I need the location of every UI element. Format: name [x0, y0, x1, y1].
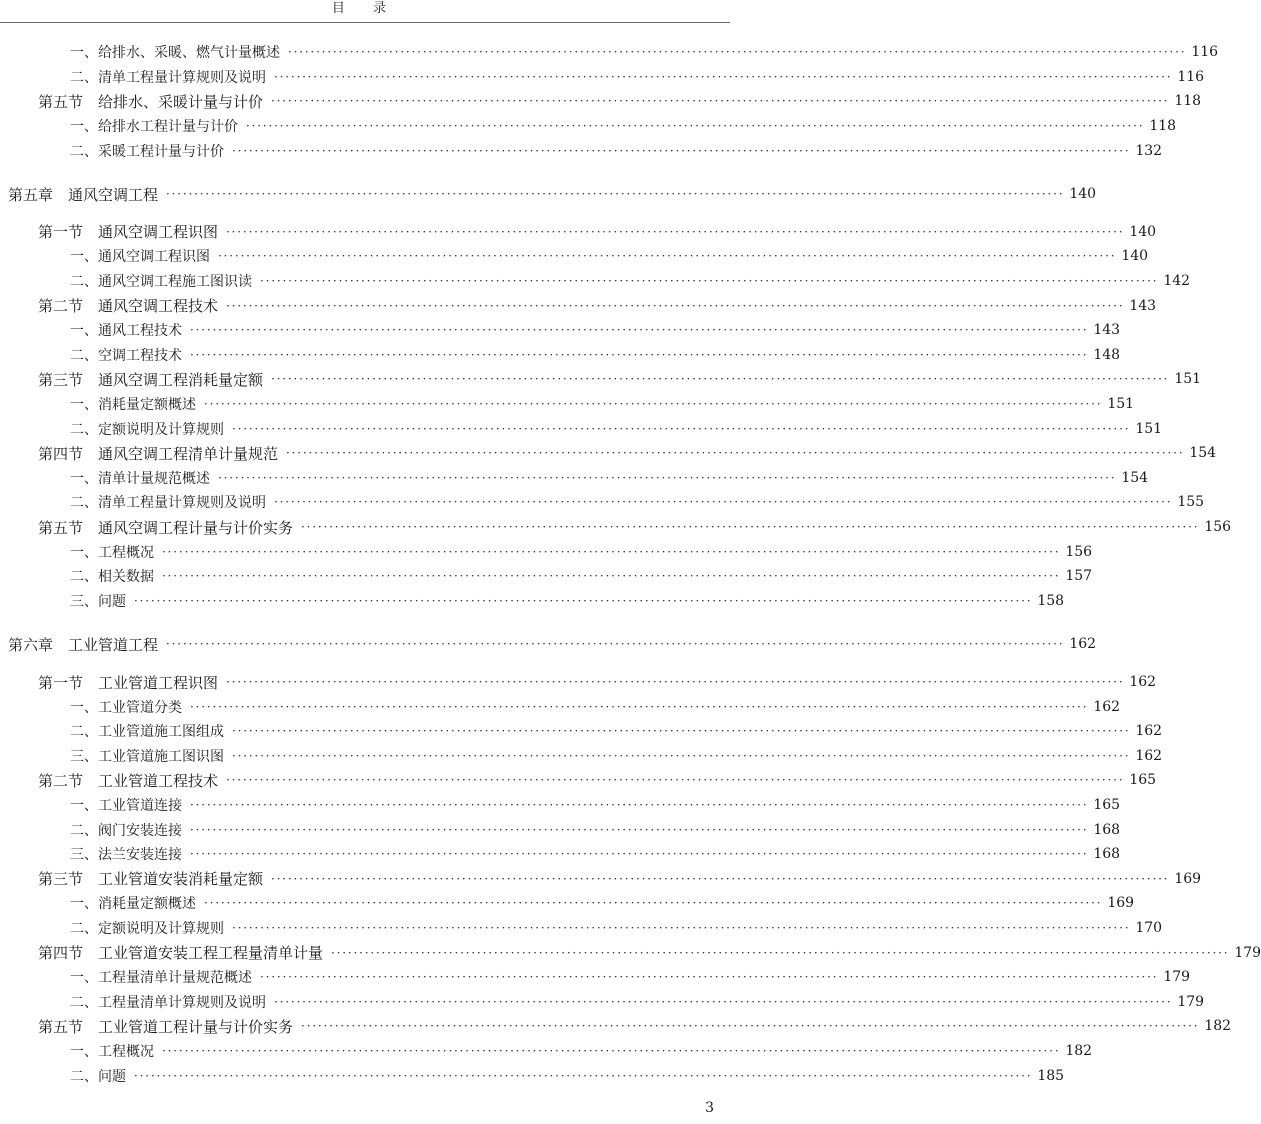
toc-entry-page: 169	[1174, 870, 1202, 887]
toc-entry-page: 157	[1065, 568, 1093, 585]
toc-entry-page: 132	[1135, 142, 1163, 159]
dot-leader: ································································································································································	[162, 544, 1061, 559]
toc-entry-item[interactable]	[70, 842, 1121, 867]
toc-entry-title: 二、工程量清单计算规则及说明	[70, 994, 266, 1011]
toc-entry-section[interactable]	[38, 940, 1261, 965]
toc-entry-item[interactable]	[70, 343, 1121, 368]
toc-entry-title: 一、通风空调工程识图	[70, 249, 210, 266]
toc-entry-page: 158	[1037, 592, 1065, 609]
dot-leader: ································································································································································	[134, 1068, 1033, 1083]
toc-entry-title: 二、清单工程量计算规则及说明	[70, 69, 266, 86]
toc-entry-page: 118	[1149, 118, 1177, 135]
toc-entry-title: 一、消耗量定额概述	[70, 896, 196, 913]
dot-leader: ································································································································································	[190, 347, 1089, 362]
running-header: 目 录	[0, 0, 730, 23]
dot-leader: ································································································································································	[134, 593, 1033, 608]
toc-entry-section[interactable]	[38, 670, 1157, 695]
dot-leader: ································································································································································	[260, 274, 1159, 289]
toc-entry-page: 165	[1093, 797, 1121, 814]
dot-leader: ································································································································································	[260, 970, 1159, 985]
toc-entry-page: 182	[1065, 1043, 1093, 1060]
dot-leader: ································································································································································	[288, 45, 1187, 60]
toc-entry-item[interactable]	[70, 1039, 1093, 1064]
toc-entry-title: 二、问题	[70, 1068, 126, 1085]
toc-entry-title: 二、工业管道施工图组成	[70, 724, 224, 741]
toc-entry-title: 一、给排水工程计量与计价	[70, 119, 238, 136]
dot-leader: ································································································································································	[226, 675, 1125, 690]
toc-entry-page: 162	[1093, 698, 1121, 715]
toc-entry-item[interactable]	[70, 719, 1163, 744]
toc-entry-page: 170	[1135, 920, 1163, 937]
toc-entry-title: 第五节 通风空调工程计量与计价实务	[38, 518, 294, 537]
dot-leader: ································································································································································	[204, 397, 1103, 412]
toc-entry-section[interactable]	[38, 220, 1157, 245]
toc-entry-page: 154	[1121, 469, 1149, 486]
dot-leader: ································································································································································	[271, 94, 1170, 109]
toc-entry-title: 二、通风空调工程施工图识读	[70, 274, 252, 291]
toc-entry-title: 二、定额说明及计算规则	[70, 421, 224, 438]
dot-leader: ································································································································································	[274, 69, 1173, 84]
toc-entry-item[interactable]	[70, 793, 1121, 818]
dot-leader: ································································································································································	[271, 871, 1170, 886]
toc-entry-item[interactable]	[70, 65, 1205, 90]
toc-entry-title: 一、工业管道连接	[70, 798, 182, 815]
toc-entry-title: 一、清单计量规范概述	[70, 470, 210, 487]
dot-leader: ································································································································································	[218, 470, 1117, 485]
toc-entry-section[interactable]	[38, 89, 1202, 114]
dot-leader: ································································································································································	[232, 143, 1131, 158]
toc-entry-page: 185	[1037, 1067, 1065, 1084]
toc-entry-section[interactable]	[38, 367, 1202, 392]
toc-entry-section[interactable]	[38, 1014, 1232, 1039]
toc-entry-title: 三、工业管道施工图识图	[70, 748, 224, 765]
toc-entry-item[interactable]	[70, 891, 1135, 916]
toc-entry-title: 一、消耗量定额概述	[70, 397, 196, 414]
toc-entry-title: 第二节 工业管道工程技术	[38, 771, 219, 790]
toc-entry-title: 二、相关数据	[70, 569, 154, 586]
toc-entry-title: 第五节 给排水、采暖计量与计价	[38, 92, 264, 111]
toc-entry-title: 第五节 工业管道工程计量与计价实务	[38, 1017, 294, 1036]
toc-entry-item[interactable]	[70, 269, 1191, 294]
toc-entry-item[interactable]	[70, 916, 1163, 941]
toc-entry-page: 179	[1177, 993, 1205, 1010]
toc-entry-page: 168	[1093, 821, 1121, 838]
toc-entry-item[interactable]	[70, 114, 1177, 139]
toc-entry-section[interactable]	[38, 768, 1157, 793]
dot-leader: ································································································································································	[218, 249, 1117, 264]
dot-leader: ································································································································································	[301, 520, 1200, 535]
dot-leader: ································································································································································	[232, 724, 1131, 739]
toc-entry-title: 三、问题	[70, 593, 126, 610]
toc-entry-item[interactable]	[70, 965, 1191, 990]
toc-entry-title: 二、采暖工程计量与计价	[70, 143, 224, 160]
dot-leader: ································································································································································	[331, 945, 1230, 960]
toc-entry-page: 116	[1191, 44, 1219, 61]
dot-leader: ································································································································································	[301, 1019, 1200, 1034]
dot-leader: ································································································································································	[232, 748, 1131, 763]
toc-entry-chapter[interactable]	[8, 632, 1097, 657]
toc-entry-section[interactable]	[38, 293, 1157, 318]
toc-entry-page: 140	[1129, 223, 1157, 240]
toc-entry-item[interactable]	[70, 392, 1135, 417]
dot-leader: ································································································································································	[226, 224, 1125, 239]
toc-entry-title: 第一节 工业管道工程识图	[38, 673, 219, 692]
toc-entry-title: 一、给排水、采暖、燃气计量概述	[70, 45, 280, 62]
toc-entry-page: 156	[1065, 543, 1093, 560]
toc-entry-title: 第三节 通风空调工程消耗量定额	[38, 370, 264, 389]
dot-leader: ································································································································································	[162, 1044, 1061, 1059]
dot-leader: ································································································································································	[226, 298, 1125, 313]
toc-entry-item[interactable]	[70, 318, 1121, 343]
toc-entry-page: 182	[1204, 1018, 1232, 1035]
toc-entry-page: 162	[1135, 747, 1163, 764]
toc-entry-item[interactable]	[70, 490, 1205, 515]
toc-entry-title: 第三节 工业管道安装消耗量定额	[38, 870, 264, 889]
toc-entry-title: 一、工程概况	[70, 544, 154, 561]
dot-leader: ································································································································································	[162, 569, 1061, 584]
toc-entry-title: 第四节 工业管道安装工程工程量清单计量	[38, 944, 324, 963]
toc-entry-section[interactable]	[38, 515, 1232, 540]
toc-entry-title: 第一节 通风空调工程识图	[38, 223, 219, 242]
toc-entry-item[interactable]	[70, 466, 1149, 491]
toc-entry-section[interactable]	[38, 867, 1202, 892]
toc-entry-title: 一、工程概况	[70, 1044, 154, 1061]
toc-entry-title: 一、通风工程技术	[70, 323, 182, 340]
toc-entry-page: 155	[1177, 494, 1205, 511]
dot-leader: ································································································································································	[204, 896, 1103, 911]
toc-entry-page: 151	[1107, 396, 1135, 413]
toc-entry-title: 第六章 工业管道工程	[8, 635, 159, 654]
toc-entry-title: 二、阀门安装连接	[70, 822, 182, 839]
toc-entry-page: 168	[1093, 846, 1121, 863]
dot-leader: ································································································································································	[286, 446, 1185, 461]
toc-entry-title: 第五章 通风空调工程	[8, 185, 159, 204]
dot-leader: ································································································································································	[166, 637, 1065, 652]
toc-entry-page: 143	[1093, 322, 1121, 339]
toc-entry-item[interactable]	[70, 416, 1163, 441]
toc-entry-section[interactable]	[38, 441, 1217, 466]
toc-entry-page: 162	[1135, 723, 1163, 740]
toc-entry-item[interactable]	[70, 539, 1093, 564]
toc-entry-title: 一、工程量清单计量规范概述	[70, 970, 252, 987]
toc-entry-item[interactable]	[70, 40, 1219, 65]
toc-entry-page: 162	[1129, 674, 1157, 691]
dot-leader: ································································································································································	[190, 822, 1089, 837]
toc-entry-page: 116	[1177, 68, 1205, 85]
toc-entry-page: 118	[1174, 93, 1202, 110]
dot-leader: ································································································································································	[246, 119, 1145, 134]
toc-entry-page: 140	[1069, 186, 1097, 203]
toc-entry-title: 三、法兰安装连接	[70, 847, 182, 864]
toc-entry-item[interactable]	[70, 589, 1065, 614]
dot-leader: ································································································································································	[226, 773, 1125, 788]
toc-entry-page: 162	[1069, 636, 1097, 653]
toc-entry-title: 一、工业管道分类	[70, 699, 182, 716]
toc-entry-item[interactable]	[70, 744, 1163, 769]
dot-leader: ································································································································································	[232, 921, 1131, 936]
dot-leader: ································································································································································	[274, 994, 1173, 1009]
toc-entry-page: 179	[1163, 969, 1191, 986]
toc-entry-item[interactable]	[70, 990, 1205, 1015]
dot-leader: ································································································································································	[166, 187, 1065, 202]
page-number: 3	[705, 1100, 714, 1116]
toc-entry-chapter[interactable]	[8, 182, 1097, 207]
dot-leader: ································································································································································	[232, 421, 1131, 436]
dot-leader: ································································································································································	[190, 323, 1089, 338]
toc-entry-page: 154	[1189, 445, 1217, 462]
toc-entry-page: 151	[1174, 371, 1202, 388]
dot-leader: ································································································································································	[274, 495, 1173, 510]
dot-leader: ································································································································································	[190, 847, 1089, 862]
toc-entry-item[interactable]	[70, 244, 1149, 269]
dot-leader: ································································································································································	[190, 699, 1089, 714]
toc-entry-title: 第二节 通风空调工程技术	[38, 297, 219, 316]
toc-entry-item[interactable]	[70, 1063, 1065, 1088]
toc-entry-title: 二、定额说明及计算规则	[70, 921, 224, 938]
toc-entry-page: 169	[1107, 895, 1135, 912]
toc-entry-item[interactable]	[70, 564, 1093, 589]
toc-entry-title: 第四节 通风空调工程清单计量规范	[38, 444, 279, 463]
dot-leader: ································································································································································	[271, 372, 1170, 387]
dot-leader: ································································································································································	[190, 798, 1089, 813]
toc-entry-item[interactable]	[70, 817, 1121, 842]
toc-entry-title: 二、空调工程技术	[70, 347, 182, 364]
toc-entry-page: 156	[1204, 519, 1232, 536]
toc-entry-page: 151	[1135, 420, 1163, 437]
toc-entry-page: 142	[1163, 273, 1191, 290]
toc-entry-item[interactable]	[70, 138, 1163, 163]
toc-entry-page: 179	[1234, 944, 1261, 961]
toc-entry-page: 148	[1093, 346, 1121, 363]
toc-entry-page: 143	[1129, 297, 1157, 314]
toc-entry-page: 140	[1121, 248, 1149, 265]
toc-entry-item[interactable]	[70, 694, 1121, 719]
toc-entry-title: 二、清单工程量计算规则及说明	[70, 495, 266, 512]
toc-entry-page: 165	[1129, 772, 1157, 789]
